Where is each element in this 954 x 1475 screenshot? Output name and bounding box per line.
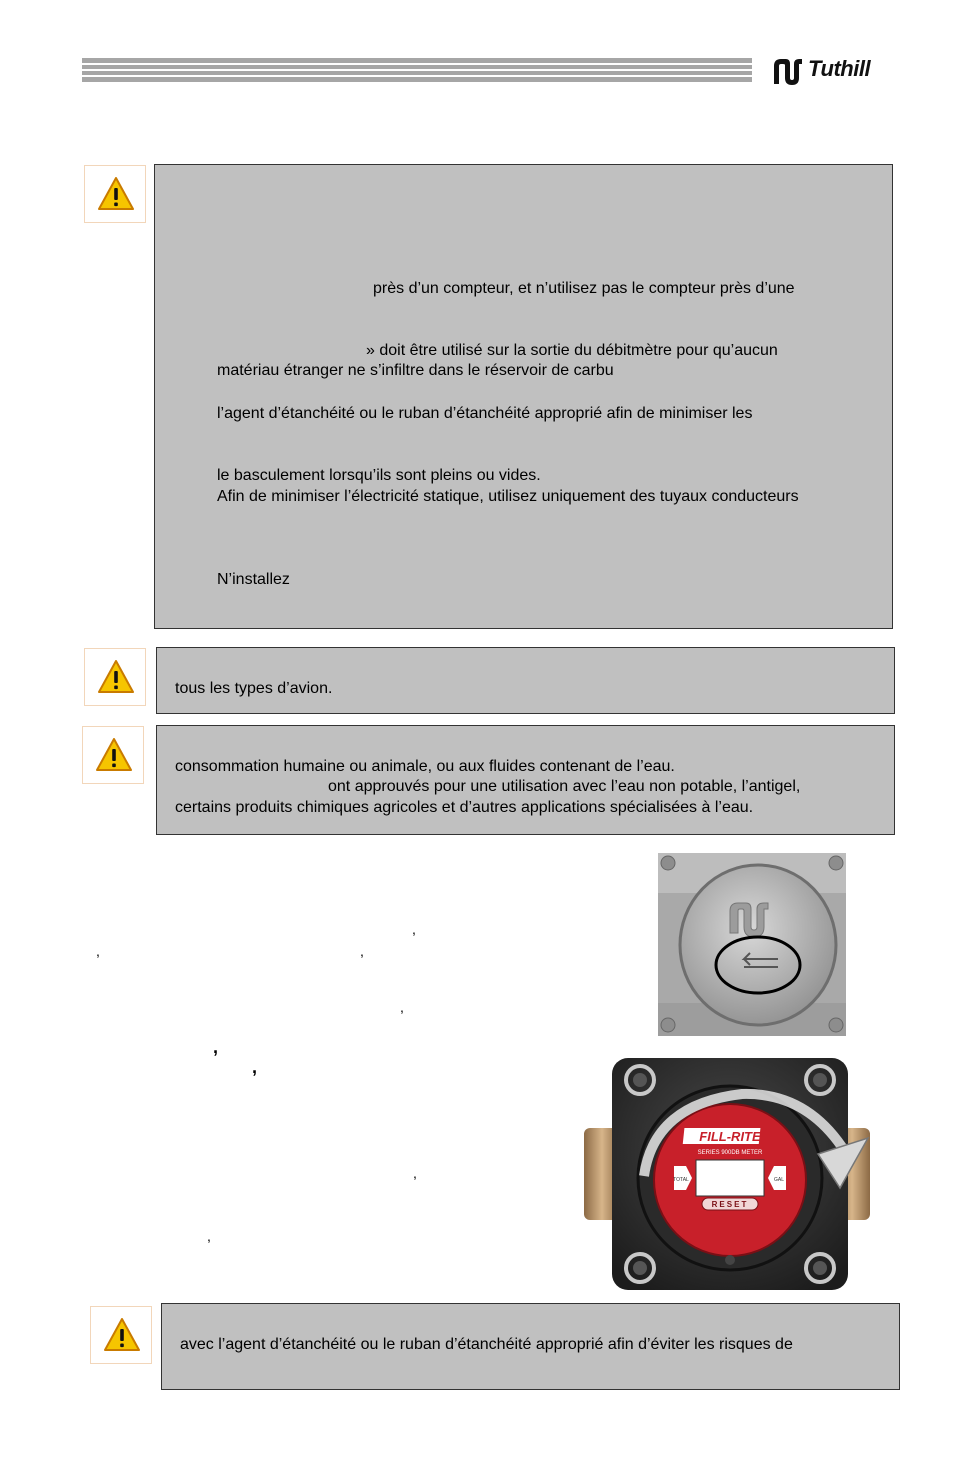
series-label: SERIES 900DB METER xyxy=(697,1150,763,1156)
warning-1-line-6: Afin de minimiser l’électricité statique, utilisez uniquement des tuyaux conducteurs xyxy=(217,488,799,505)
tuthill-logo xyxy=(772,54,892,86)
lcd-display xyxy=(696,1160,764,1196)
warning-icon-2 xyxy=(84,648,146,706)
body-mark: , xyxy=(400,999,404,1015)
fill-rite-meter-photo xyxy=(582,1056,872,1292)
warning-triangle-icon xyxy=(96,658,136,696)
warning-1-line-4: l’agent d’étanchéité ou le ruban d’étanchéité approprié afin de minimiser les xyxy=(217,405,753,422)
warning-2-line-1: tous les types d’avion. xyxy=(175,680,333,697)
warning-3-line-2: ont approuvés pour une utilisation avec l’eau non potable, l’antigel, xyxy=(328,778,801,795)
warning-1-line-3: matériau étranger ne s’infiltre dans le réservoir de carbu xyxy=(217,362,614,379)
total-button-label: TOTAL xyxy=(673,1177,689,1183)
warning-4-line-1: avec l’agent d’étanchéité ou le ruban d’étanchéité approprié afin d’éviter les risques de xyxy=(180,1336,793,1353)
warning-1-line-5: le basculement lorsqu’ils sont pleins ou vides. xyxy=(217,467,541,484)
warning-box-4 xyxy=(161,1303,900,1390)
brand-label: FILL-RITE xyxy=(699,1129,761,1144)
body-mark: , xyxy=(412,921,416,937)
body-mark: , xyxy=(96,943,100,959)
reset-label: RESET xyxy=(711,1200,749,1209)
header-bar xyxy=(82,58,752,82)
warning-icon-4 xyxy=(90,1306,152,1364)
body-mark: , xyxy=(252,1057,258,1077)
warning-icon-1 xyxy=(84,165,146,223)
warning-1-line-2: » doit être utilisé sur la sortie du débitmètre pour qu’aucun xyxy=(366,342,778,359)
body-mark: , xyxy=(213,1037,219,1057)
warning-triangle-icon xyxy=(102,1316,142,1354)
warning-1-line-1: près d’un compteur, et n’utilisez pas le compteur près d’une xyxy=(373,280,795,297)
meter-cover-photo xyxy=(658,853,846,1036)
warning-triangle-icon xyxy=(96,175,136,213)
tuthill-logo-icon xyxy=(772,56,804,86)
warning-icon-3 xyxy=(82,726,144,784)
brand-name: Tuthill xyxy=(808,56,871,81)
warning-box-3 xyxy=(156,725,895,835)
gal-button-label: GAL xyxy=(773,1177,785,1183)
body-mark: , xyxy=(207,1228,211,1244)
warning-box-2 xyxy=(156,647,895,714)
warning-1-line-7: N’installez xyxy=(217,571,290,588)
warning-3-line-3: certains produits chimiques agricoles et d’autres applications spécialisées à l’eau. xyxy=(175,799,754,816)
warning-3-line-1: consommation humaine ou animale, ou aux fluides contenant de l’eau. xyxy=(175,758,675,775)
warning-triangle-icon xyxy=(94,736,134,774)
body-mark: , xyxy=(413,1165,417,1181)
body-mark: , xyxy=(360,943,364,959)
warning-box-1 xyxy=(154,164,893,629)
